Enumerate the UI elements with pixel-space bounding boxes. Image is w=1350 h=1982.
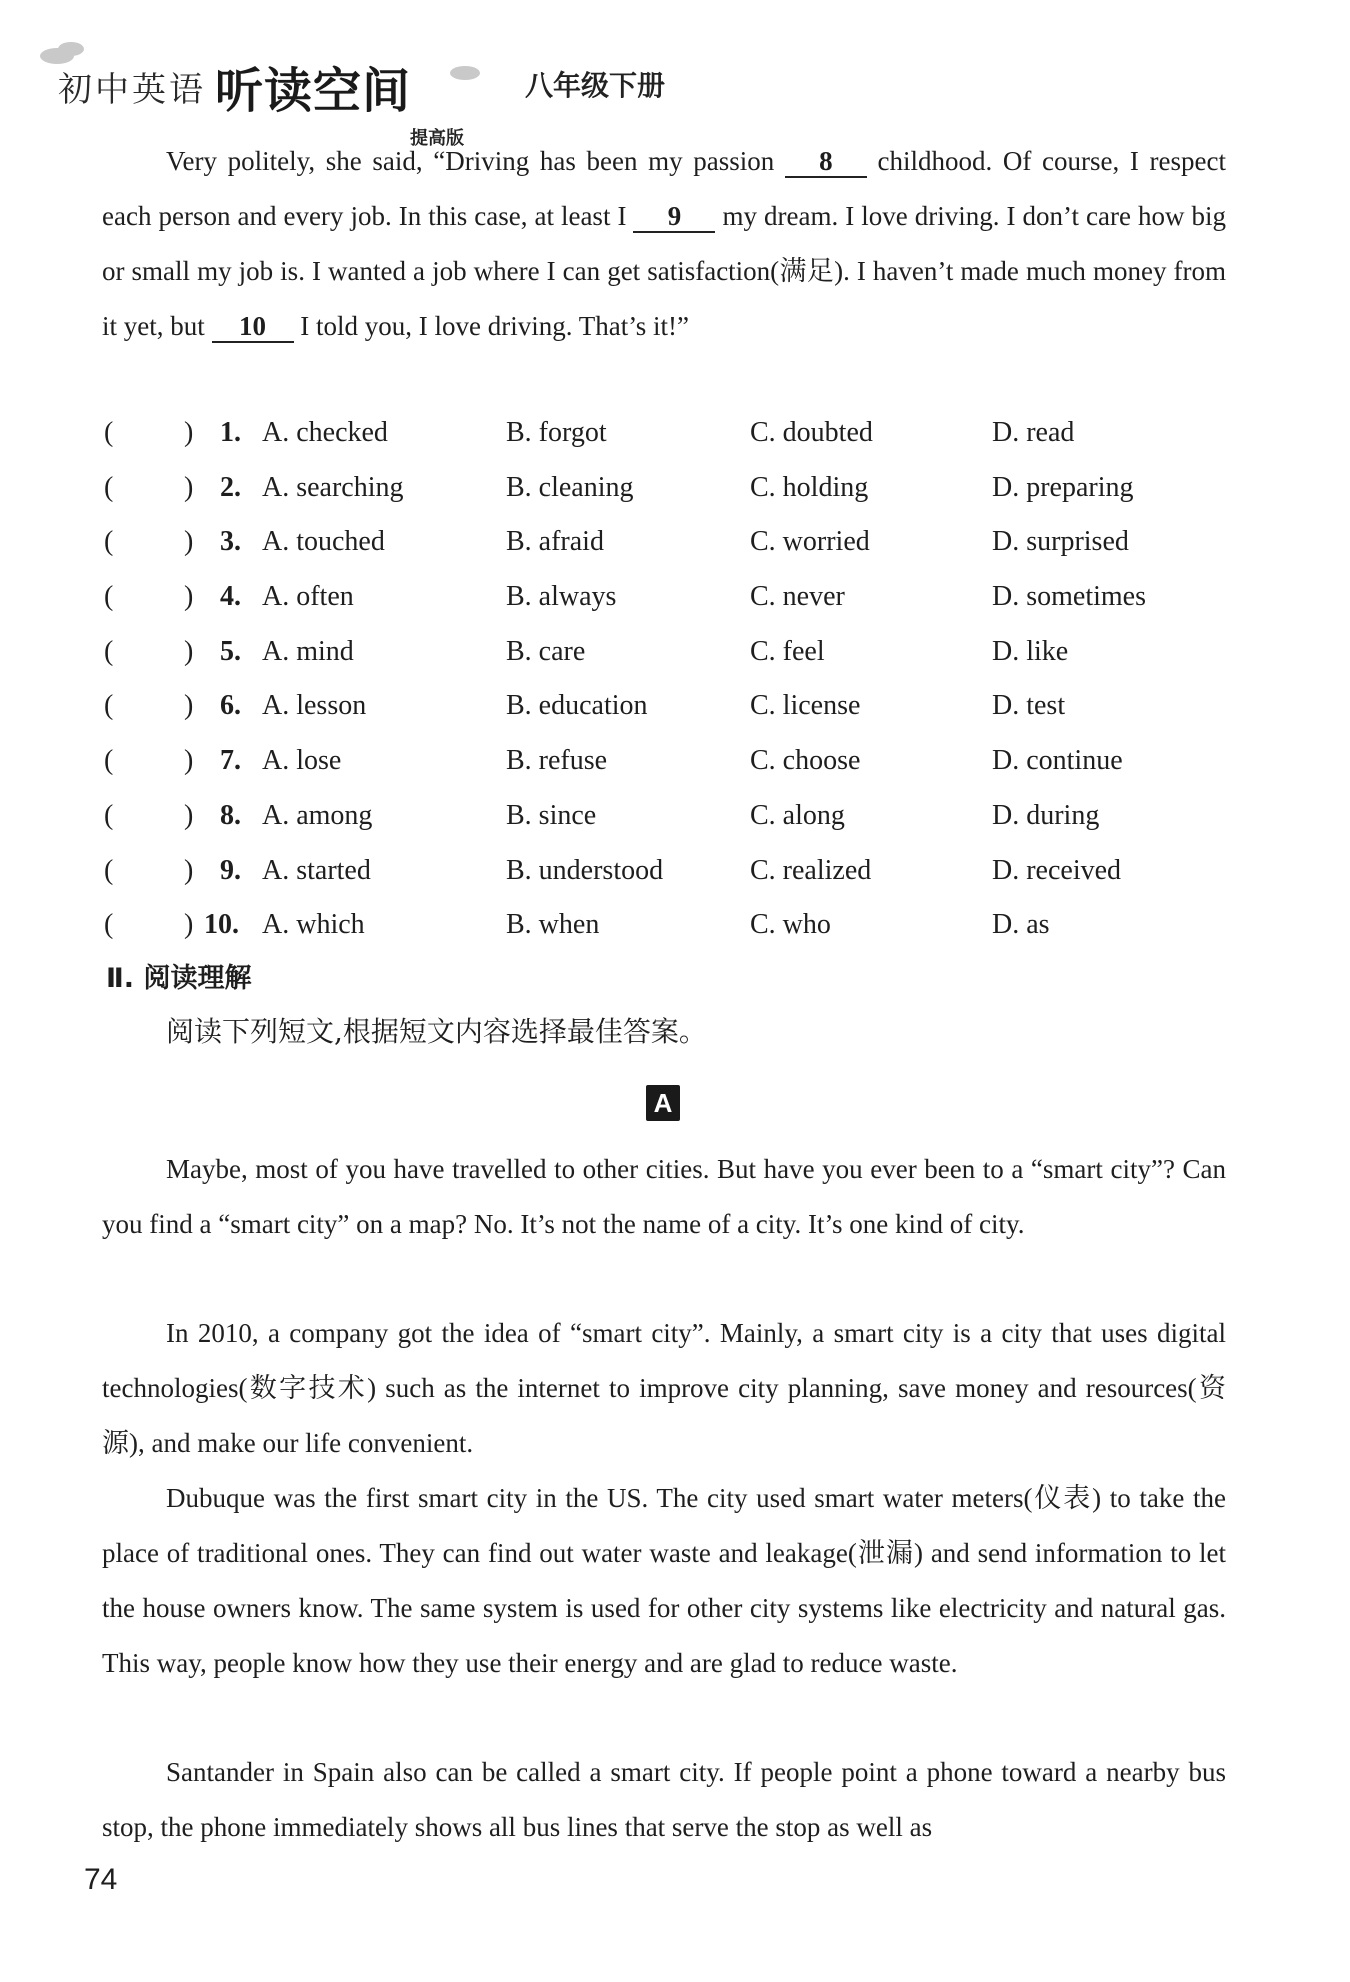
option-a: A. searching	[262, 471, 404, 503]
cloud-decoration-3	[450, 66, 480, 80]
answer-paren-left: (	[104, 417, 114, 448]
option-b: B. always	[506, 581, 617, 613]
question-row	[102, 461, 1226, 516]
passage-label-a: A	[646, 1085, 680, 1121]
answer-paren-right: )	[184, 909, 194, 941]
option-a: A. often	[262, 581, 354, 613]
book-title: 初中英语	[58, 70, 206, 110]
article-paragraph-2: In 2010, a company got the idea of “smart city”. Mainly, a smart city is a city that uses digital technologies(数字技术) such as the internet to improve city planning, save money and resources(资源), and make our life convenient.	[102, 1318, 1226, 1458]
question-number: 5.	[220, 635, 241, 667]
answer-paren-left: (	[104, 526, 114, 558]
question-row	[102, 625, 1226, 680]
question-number: 7.	[220, 745, 241, 777]
option-a: A. started	[262, 854, 371, 886]
option-d: D. received	[992, 854, 1122, 886]
question-number: 4.	[220, 581, 241, 613]
answer-paren-left: (	[104, 690, 114, 722]
brand-subtitle: 提高版	[410, 128, 464, 149]
question-number: 9.	[220, 854, 241, 886]
question-row	[102, 789, 1226, 844]
option-c: C. never	[750, 581, 845, 613]
blank-9: 9	[633, 201, 715, 233]
answer-paren-right: )	[184, 799, 194, 831]
option-c: C. doubted	[750, 417, 873, 448]
option-c: C. along	[750, 799, 845, 831]
question-row	[102, 515, 1226, 570]
answer-paren-left: (	[104, 471, 114, 503]
passage-text: I told you, I love driving. That’s it!”	[293, 311, 689, 341]
option-a: A. touched	[262, 526, 385, 558]
page-number: 74	[84, 1863, 118, 1896]
answer-paren-left: (	[104, 745, 114, 777]
option-d: D. sometimes	[992, 581, 1146, 613]
option-b: B. education	[506, 690, 648, 722]
blank-8: 8	[785, 146, 867, 178]
option-a: A. lose	[262, 745, 342, 777]
blank-10: 10	[212, 311, 294, 343]
option-c: C. holding	[750, 471, 869, 503]
article-paragraph-3: Dubuque was the first smart city in the US. The city used smart water meters(仪表) to take the place of traditional ones. They can find out water waste and leakage(泄漏) and send information to let the house owners know. The same system is used for other city systems like electricity and natural gas. This way, people know how they use their energy and are glad to reduce waste.	[102, 1483, 1226, 1678]
page-header	[40, 40, 740, 149]
answer-paren-right: )	[184, 471, 194, 503]
question-number: 6.	[220, 690, 241, 722]
option-d: D. during	[992, 799, 1100, 831]
option-d: D. like	[992, 635, 1069, 667]
question-row	[102, 734, 1226, 789]
passage-text: Very politely, she said, “Driving has been my passion	[166, 146, 785, 176]
answer-paren-right: )	[184, 526, 194, 558]
article-paragraph-4: Santander in Spain also can be called a smart city. If people point a phone toward a nearby bus stop, the phone immediately shows all bus lines that serve the stop as well as	[102, 1757, 1226, 1842]
question-number: 1.	[220, 417, 241, 448]
option-c: C. worried	[750, 526, 870, 558]
option-b: B. forgot	[506, 417, 607, 448]
option-d: D. surprised	[992, 526, 1129, 558]
question-row	[102, 898, 1226, 953]
option-b: B. understood	[506, 854, 664, 886]
answer-paren-right: )	[184, 581, 194, 613]
answer-paren-left: (	[104, 854, 114, 886]
option-c: C. choose	[750, 745, 861, 777]
option-a: A. checked	[262, 417, 388, 448]
answer-paren-right: )	[184, 745, 194, 777]
option-c: C. who	[750, 909, 831, 941]
answer-options	[102, 406, 1226, 953]
option-b: B. since	[506, 799, 597, 831]
option-d: D. preparing	[992, 471, 1134, 503]
question-row	[102, 570, 1226, 625]
option-a: A. lesson	[262, 690, 367, 722]
option-d: D. as	[992, 909, 1050, 941]
option-b: B. when	[506, 909, 600, 941]
answer-paren-left: (	[104, 799, 114, 831]
option-c: C. license	[750, 690, 861, 722]
option-b: B. care	[506, 635, 586, 667]
cloze-passage-end	[102, 134, 1226, 354]
question-number: 3.	[220, 526, 241, 558]
passage-text: childhood. Of course, I respect each person and every job. In this case, at least I	[102, 146, 1226, 231]
question-row	[102, 406, 1226, 461]
option-b: B. afraid	[506, 526, 604, 558]
section-instruction: 阅读下列短文,根据短文内容选择最佳答案。	[166, 1015, 707, 1048]
answer-paren-right: )	[184, 854, 194, 886]
answer-paren-left: (	[104, 909, 114, 941]
answer-paren-right: )	[184, 417, 194, 448]
option-a: A. which	[262, 909, 365, 941]
cloud-decoration-2	[58, 42, 84, 56]
answer-paren-right: )	[184, 635, 194, 667]
option-b: B. refuse	[506, 745, 608, 777]
answer-paren-left: (	[104, 581, 114, 613]
option-c: C. feel	[750, 635, 825, 667]
article-paragraph-1: Maybe, most of you have travelled to other cities. But have you ever been to a “smart city”? Can you find a “smart city” on a map? No. It’s not the name of a city. It’s one kind of city.	[102, 1154, 1226, 1239]
option-d: D. read	[992, 417, 1075, 448]
grade-label: 八年级下册	[525, 69, 666, 102]
question-number: 8.	[220, 799, 241, 831]
brand-logo: 听读空间	[215, 63, 412, 119]
question-row	[102, 679, 1226, 734]
option-d: D. test	[992, 690, 1066, 722]
question-number: 2.	[220, 471, 241, 503]
question-row	[102, 844, 1226, 899]
option-d: D. continue	[992, 745, 1123, 777]
answer-paren-left: (	[104, 635, 114, 667]
option-b: B. cleaning	[506, 471, 634, 503]
question-number: 10.	[204, 909, 239, 941]
section-heading: Ⅱ. 阅读理解	[106, 963, 252, 994]
answer-paren-right: )	[184, 690, 194, 722]
passage-text: my dream. I love driving. I don’t care how big or small my job is. I wanted a job where I can get satisfaction(满足). I haven’t made much money from it yet, but	[102, 201, 1226, 341]
option-a: A. among	[262, 799, 373, 831]
option-a: A. mind	[262, 635, 354, 667]
option-c: C. realized	[750, 854, 872, 886]
